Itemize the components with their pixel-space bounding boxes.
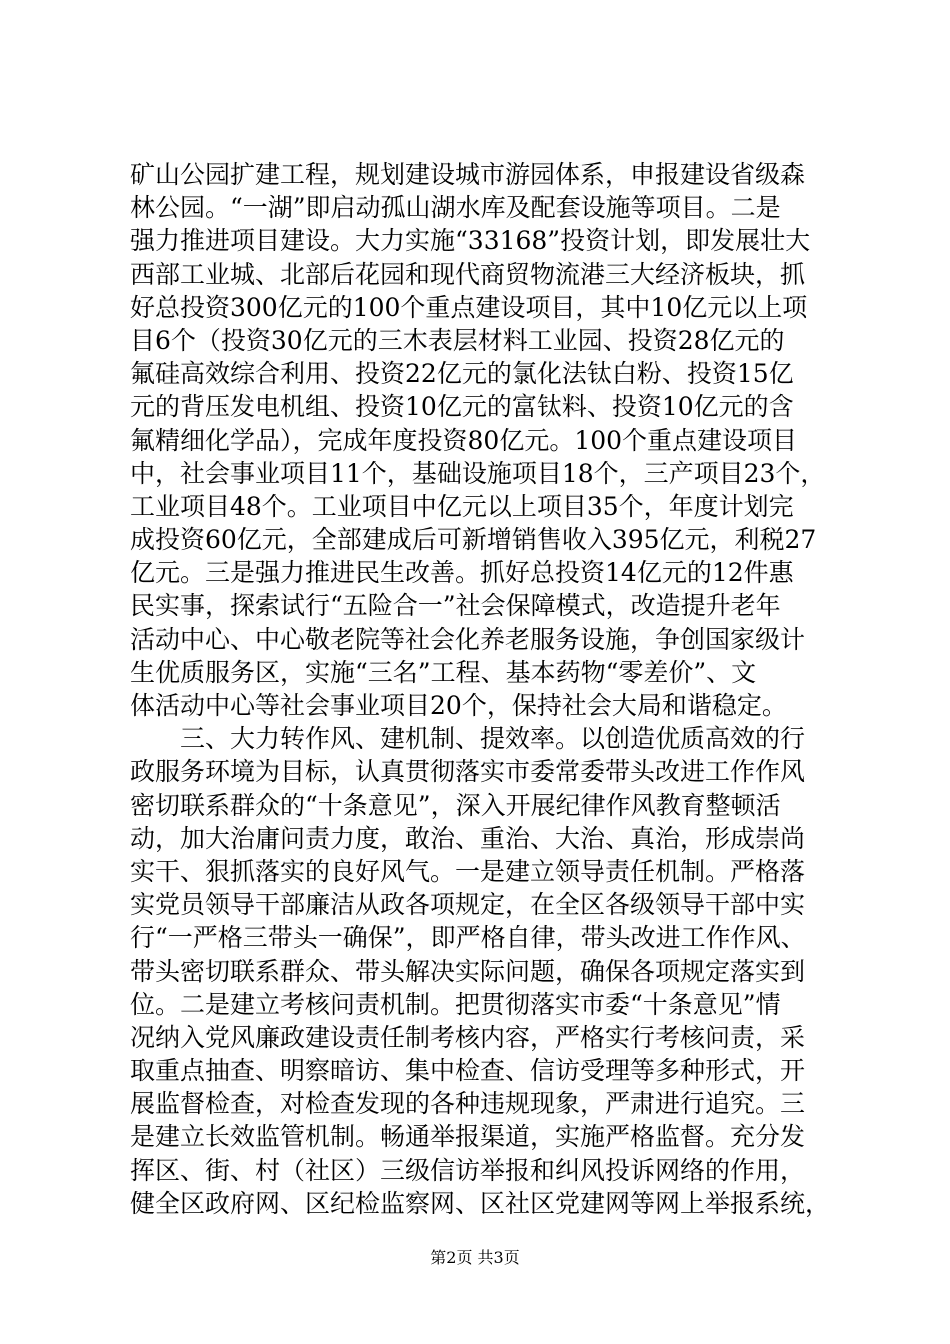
text-line: 成投资60亿元，全部建成后可新增销售收入395亿元，利税27 xyxy=(130,525,817,555)
body-text xyxy=(130,158,830,1220)
text-line: 西部工业城、北部后花园和现代商贸物流港三大经济板块，抓 xyxy=(130,259,806,289)
text-line: 亿元。三是强力推进民生改善。抓好总投资14亿元的12件惠 xyxy=(130,558,794,588)
text-line: 目6个（投资30亿元的三木表层材料工业园、投资28亿元的 xyxy=(130,325,785,355)
text-line: 体活动中心等社会事业项目20个，保持社会大局和谐稳定。 xyxy=(130,691,787,720)
text-line: 是建立长效监管机制。畅通举报渠道，实施严格监督。充分发 xyxy=(130,1122,806,1152)
text-line: 动，加大治庸问责力度，敢治、重治、大治、真治，形成崇尚 xyxy=(130,823,806,853)
text-line: 健全区政府网、区纪检监察网、区社区党建网等网上举报系统， xyxy=(130,1188,831,1218)
text-line: 强力推进项目建设。大力实施“33168”投资计划，即发展壮大 xyxy=(130,226,811,256)
text-line: 生优质服务区，实施“三名”工程、基本药物“零差价”、文 xyxy=(130,657,757,687)
text-line: 三、大力转作风、建机制、提效率。以创造优质高效的行 xyxy=(130,724,806,754)
text-line: 元的背压发电机组、投资10亿元的富钛料、投资10亿元的含 xyxy=(130,392,794,422)
text-line: 活动中心、中心敬老院等社会化养老服务设施，争创国家级计 xyxy=(130,624,806,654)
page-number-footer: 第2页 共3页 xyxy=(430,1248,520,1267)
text-line: 取重点抽查、明察暗访、集中检查、信访受理等多种形式，开 xyxy=(130,1056,806,1086)
text-line: 展监督检查，对检查发现的各种违规现象，严肃进行追究。三 xyxy=(130,1089,806,1119)
text-line: 实干、狠抓落实的良好风气。一是建立领导责任机制。严格落 xyxy=(130,856,806,886)
text-line: 工业项目48个。工业项目中亿元以上项目35个，年度计划完 xyxy=(130,491,794,521)
text-line: 好总投资300亿元的100个重点建设项目，其中10亿元以上项 xyxy=(130,292,808,322)
text-line: 中，社会事业项目11个，基础设施项目18个，三产项目23个， xyxy=(130,458,826,488)
text-line: 行“一严格三带头一确保”，即严格自律，带头改进工作作风、 xyxy=(130,923,806,953)
text-line: 林公园。“一湖”即启动孤山湖水库及配套设施等项目。二是 xyxy=(130,193,781,223)
text-line: 带头密切联系群众、带头解决实际问题，确保各项规定落实到 xyxy=(130,956,806,986)
text-line: 民实事，探索试行“五险合一”社会保障模式，改造提升老年 xyxy=(130,591,781,621)
text-line: 实党员领导干部廉洁从政各项规定，在全区各级领导干部中实 xyxy=(130,890,806,920)
text-line: 氟硅高效综合利用、投资22亿元的氯化法钛白粉、投资15亿 xyxy=(130,359,794,389)
text-line: 政服务环境为目标，认真贯彻落实市委常委带头改进工作作风 xyxy=(130,757,806,787)
text-line: 氟精细化学品），完成年度投资80亿元。100个重点建设项目 xyxy=(130,425,798,455)
text-line: 挥区、街、村（社区）三级信访举报和纠风投诉网络的作用， xyxy=(130,1155,806,1185)
text-line: 位。二是建立考核问责机制。把贯彻落实市委“十条意见”情 xyxy=(130,989,781,1019)
text-line: 密切联系群众的“十条意见”，深入开展纪律作风教育整顿活 xyxy=(130,790,781,820)
text-line: 况纳入党风廉政建设责任制考核内容，严格实行考核问责，采 xyxy=(130,1022,806,1052)
text-line: 矿山公园扩建工程，规划建设城市游园体系，申报建设省级森 xyxy=(130,160,806,189)
